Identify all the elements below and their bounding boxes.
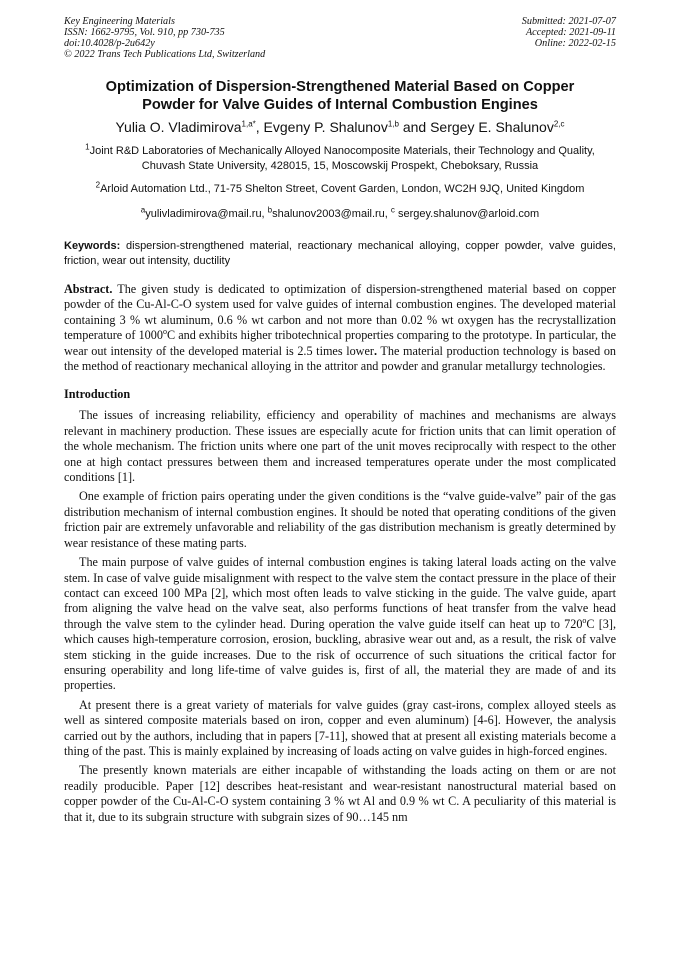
keywords-label: Keywords: — [64, 240, 121, 252]
abstract-period: . — [373, 343, 378, 358]
paragraph-text: C [3], which causes high-temperature corrosion, erosion, buckling, abrasive wear out and, as a result, the risk of valve stem sticking in the guide increases. Due to the risk of occurrence of such situations the critical factor for ensuring operability and long life-time of valve guides is, first of all, the material they are made of and its properties. — [64, 616, 616, 693]
paper-title — [64, 78, 616, 114]
keywords — [64, 239, 616, 268]
author-3: Sergey E. Shalunov — [430, 119, 554, 135]
author-3-affiliation: 2,c — [553, 119, 565, 129]
paragraph: The presently known materials are either incapable of withstanding the loads acting on them or are not readily producible. Paper [12] describes heat-resistant and wear-resistant nanostructural material based on copper powder of the Cu-Al-C-O system containing 3 % wt Al and 0.9 % wt C. A peculiarity of this material is that it, due to its subgrain structure with subgrain sizes of 90…145 nm — [64, 763, 616, 824]
journal-name: Key Engineering Materials — [64, 16, 175, 27]
email-c: sergey.shalunov@arloid.com — [394, 208, 540, 220]
submission-dates — [522, 16, 616, 60]
affiliation-2-text: Arloid Automation Ltd., 71-75 Shelton Street, Covent Garden, London, WC2H 9JQ, United Kingdom — [100, 183, 585, 195]
affiliation-1-text: Joint R&D Laboratories of Mechanically Alloyed Nanocomposite Materials, their Technology and Quality, Chuvash State University, 428015, 15, Moscowskij Prospekt, Cheboksary, Russia — [89, 145, 595, 172]
paragraph: At present there is a great variety of materials for valve guides (gray cast-irons, complex alloyed steels as well as sintered composite materials based on iron, copper and even aluminum) [4-6]. However, the analysis carried out by the authors, including that in papers [7-11], showed that at present all existing materials become a thing of the past. This is mainly explained by increasing of loads acting on valve guides in high-forced engines. — [64, 697, 616, 758]
author-separator: , — [255, 119, 264, 135]
abstract-text: C and exhibits higher tribotechnical properties comparing to the prototype. In particular, the wear out intensity of the developed material is 2.5 times lower — [64, 328, 616, 358]
author-2: Evgeny P. Shalunov — [263, 119, 388, 135]
submitted-date: Submitted: 2021-07-07 — [521, 16, 616, 27]
author-emails — [64, 207, 616, 222]
abstract-text: The given study is dedicated to optimization of dispersion-strengthened material based on copper powder of the Cu-Al-C-O system used for valve guides of internal combustion engines. The developed material containing 3 % wt aluminum, 0.6 % wt carbon and not more than 0.02 % wt oxygen has the recrystallization temperature of 1000 — [64, 282, 616, 343]
section-heading-introduction: Introduction — [64, 387, 131, 402]
affiliation-1 — [64, 144, 616, 174]
paragraph-text: The main purpose of valve guides of internal combustion engines is taking lateral loads acting on the valve stem. In case of valve guide misalignment with respect to the valve stem the contact pressure in the place of their contact can exceed 100 MPa [2], which most often leads to valve sticking in the guide. The valve guide, apart from aligning the valve head on the valve seat, also performs functions of heat transfer from the valve head through the valve stem to the cylinder head. During operation the valve guide itself can heat up to 720 — [64, 555, 616, 631]
journal-doi: doi:10.4028/p-2u642y — [64, 38, 155, 49]
email-b-marker: b — [267, 205, 273, 215]
paragraph: One example of friction pairs operating under the given conditions is the “valve guide-valve” pair of the gas distribution mechanism of internal combustion engines. It should be noted that operating conditions of the given friction pair are extremely unfavorable and reliability of the gas distribution mechanism is greatly determined by wear resistance of these mating parts. — [64, 489, 616, 550]
online-date: Online: 2022-02-15 — [534, 38, 616, 49]
degree-sign: o — [162, 327, 167, 337]
journal-copyright: © 2022 Trans Tech Publications Ltd, Switzerland — [64, 49, 266, 60]
affiliation-2 — [64, 182, 616, 197]
paragraph: The issues of increasing reliability, efficiency and operability of machines and mechanisms are always relevant in machinery production. These issues are especially acute for friction units that can limit operation of the whole mechanism. The friction units where one part of the unit moves reciprocally with respect to the other one at high contact pressures between them and increased temperatures operate under the most complicated conditions [1]. — [64, 408, 616, 485]
author-2-affiliation: 1,b — [387, 119, 399, 129]
affiliation-1-marker: 1 — [85, 142, 90, 152]
author-list — [64, 118, 616, 136]
paragraph — [64, 555, 616, 694]
email-a: yulivladimirova@mail.ru, — [145, 208, 268, 220]
author-separator: and — [398, 119, 431, 135]
paper-title-line-2: Powder for Valve Guides of Internal Combustion Engines — [142, 97, 538, 113]
keywords-text: dispersion-strengthened material, reactionary mechanical alloying, copper powder, valve guides, friction, wear out intensity, ductility — [64, 240, 616, 267]
paper-title-line-1: Optimization of Dispersion-Strengthened Material Based on Copper — [105, 79, 575, 95]
abstract — [64, 282, 616, 374]
abstract-text: The material production technology is based on the method of reactionary mechanical alloying in the attritor and powder and granular metallurgy technologies. — [64, 343, 617, 374]
journal-info — [64, 16, 265, 60]
journal-header — [64, 16, 616, 60]
author-1: Yulia O. Vladimirova — [115, 119, 242, 135]
author-1-affiliation: 1,a* — [241, 119, 256, 129]
paper-page — [64, 16, 616, 825]
journal-issn: ISSN: 1662-9795, Vol. 910, pp 730-735 — [64, 27, 225, 38]
affiliation-2-marker: 2 — [95, 180, 101, 190]
abstract-label: Abstract. — [64, 282, 113, 296]
email-b: shalunov2003@mail.ru, — [272, 208, 391, 220]
email-c-marker: c — [390, 205, 395, 215]
accepted-date: Accepted: 2021-09-11 — [525, 27, 616, 38]
email-a-marker: a — [140, 205, 146, 215]
degree-sign: o — [582, 615, 587, 625]
